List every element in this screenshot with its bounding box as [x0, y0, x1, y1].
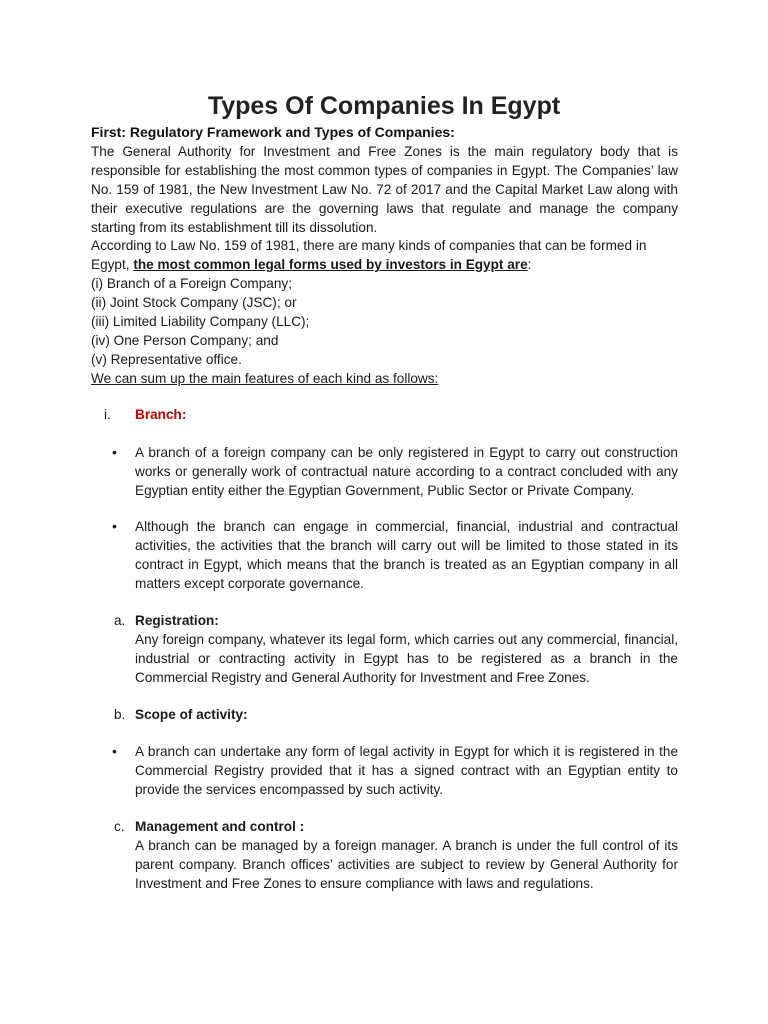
branch-marker: i. — [104, 407, 111, 422]
branch-heading: Branch: — [135, 407, 187, 422]
scope-bullet: A branch can undertake any form of legal activity in Egypt for which it is registered in the Commercial Registry provided that it has a signed contract with an Egyptian entity to provide the services encompassed by such activity. — [135, 744, 678, 797]
management-text: A branch can be managed by a foreign manager. A branch is under the full control of its parent company. Branch offices’ activities are subject to review by General Authority for Investment and Free Zones to ensure compliance with laws and regulations. — [135, 838, 678, 891]
legal-forms-list — [91, 274, 678, 369]
bullet-icon: • — [112, 518, 117, 534]
branch-bullet-2: Although the branch can engage in commercial, financial, industrial and contractual activities, the activities that the branch will carry out will be limited to those stated in its contract in Egypt, which means that the branch is treated as an Egyptian company in all matters except corporate governance. — [135, 519, 678, 591]
registration-text: Any foreign company, whatever its legal form, which carries out any commercial, financial, industrial or contracting activity in Egypt has to be registered as a branch in the Commercial Registry and General Authority for Investment and Free Zones. — [135, 632, 678, 685]
intro-paragraph: The General Authority for Investment and Free Zones is the main regulatory body that is responsible for establishing the most common types of companies in Egypt. The Companies’ law No. 159 of 1981, the New Investment Law No. 72 of 2017 and the Capital Market Law along with their executive regulations are the governing laws that regulate and manage the company starting from its establishment till its dissolution. — [91, 144, 678, 235]
legal-form-item: (iv) One Person Company; and — [91, 333, 279, 348]
scope-heading: Scope of activity: — [135, 707, 248, 722]
bullet-icon: • — [112, 444, 117, 460]
legal-form-item: (iii) Limited Liability Company (LLC); — [91, 314, 310, 329]
registration-heading: Registration: — [135, 613, 219, 628]
law-paragraph-emphasis: the most common legal forms used by investors in Egypt are — [133, 257, 528, 272]
legal-form-item: (ii) Joint Stock Company (JSC); or — [91, 295, 297, 310]
legal-form-item: (i) Branch of a Foreign Company; — [91, 276, 292, 291]
section-heading: First: Regulatory Framework and Types of Companies: — [91, 124, 455, 140]
management-heading: Management and control : — [135, 819, 305, 834]
management-marker: c. — [114, 819, 125, 834]
branch-bullet-1: A branch of a foreign company can be only registered in Egypt to carry out construction works or generally work of contractual nature according to a contract concluded with any Egyptian entity either the Egyptian Government, Public Sector or Private Company. — [135, 445, 678, 498]
bullet-icon: • — [112, 743, 117, 759]
registration-marker: a. — [114, 613, 126, 628]
summary-line: We can sum up the main features of each kind as follows: — [91, 371, 439, 386]
legal-form-item: (v) Representative office. — [91, 352, 242, 367]
page-title: Types Of Companies In Egypt — [207, 92, 561, 120]
law-paragraph-text: According to Law No. 159 of 1981, there are many kinds of companies that can be formed in Egypt, — [91, 238, 647, 272]
scope-marker: b. — [114, 707, 126, 722]
law-paragraph-colon: : — [527, 257, 532, 272]
law-paragraph — [91, 236, 678, 274]
